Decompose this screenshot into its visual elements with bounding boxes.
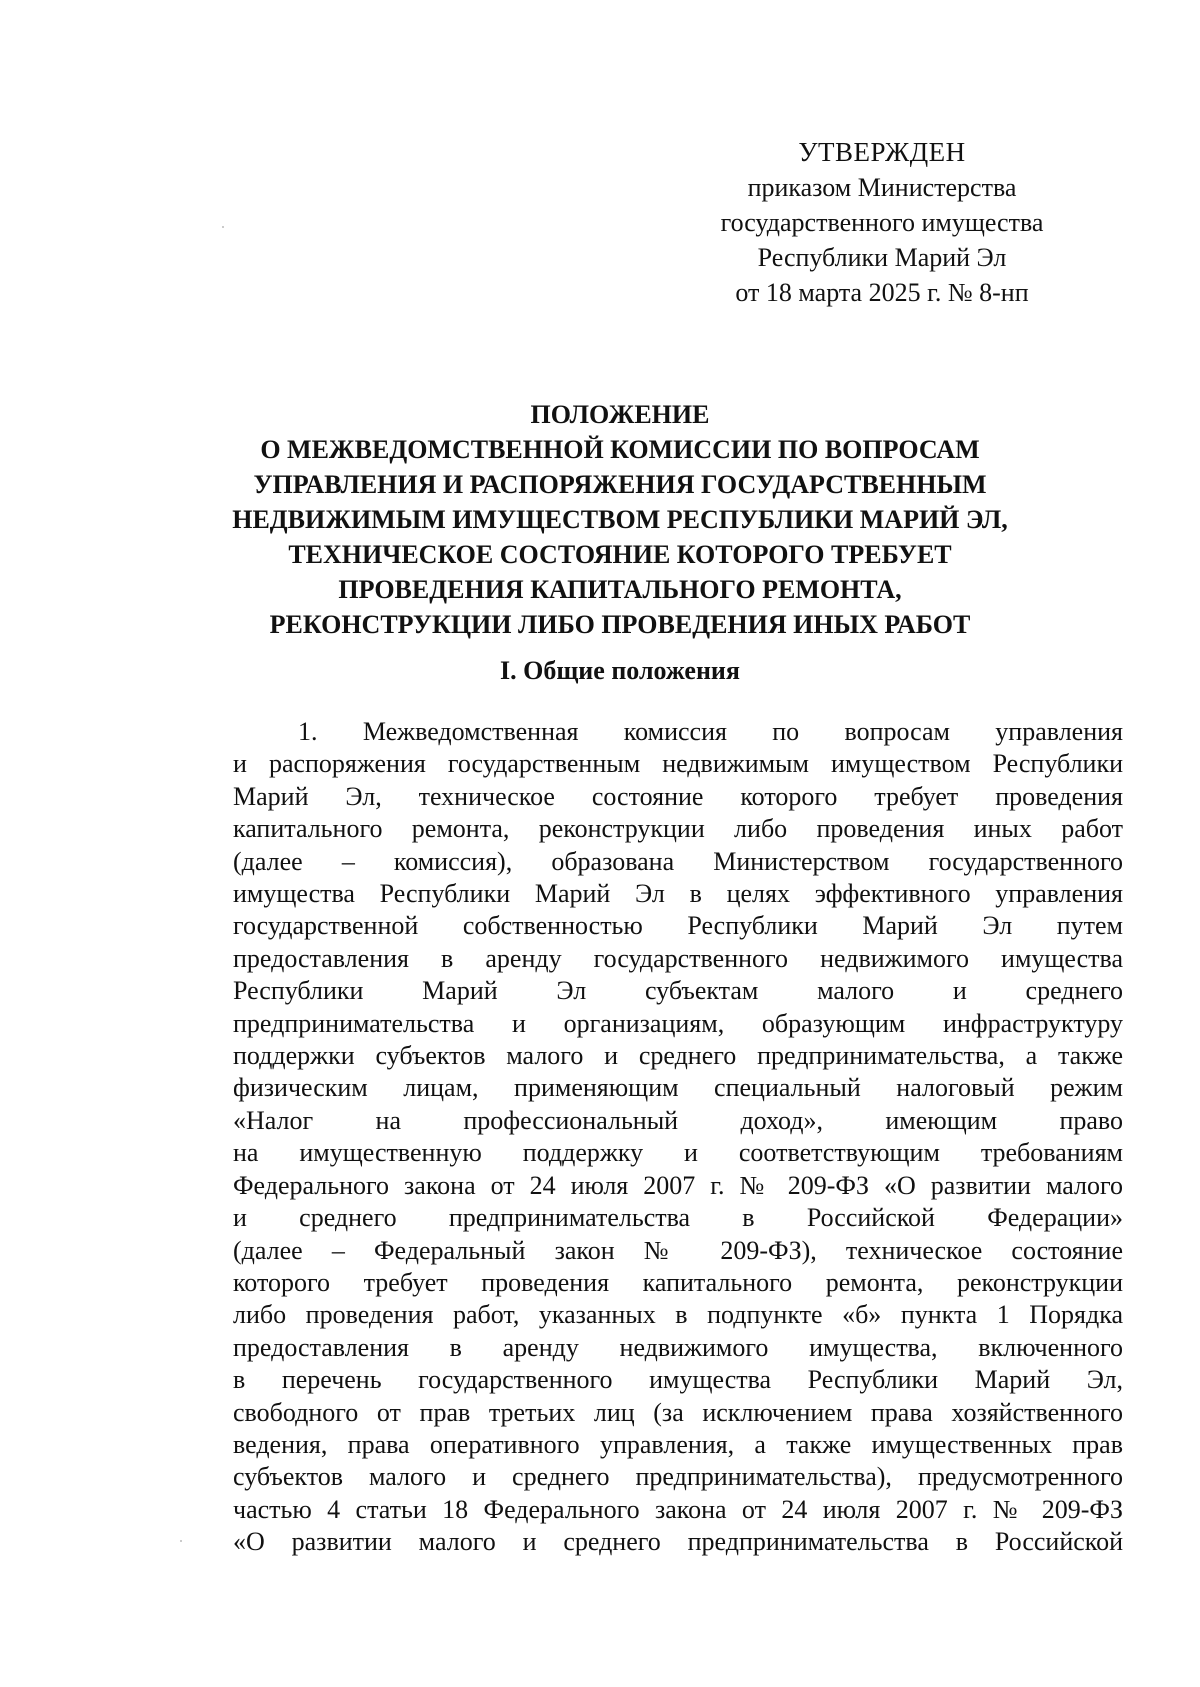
approval-line: Республики Марий Эл <box>757 243 1007 272</box>
scan-speck <box>180 1540 182 1542</box>
paragraph-line: свободного от прав третьих лиц (за исключением права хозяйственного <box>233 1397 1123 1427</box>
paragraph-line: либо проведения работ, указанных в подпункте «б» пункта 1 Порядка <box>233 1300 1123 1330</box>
paragraph-line: «Налог на профессиональный доход», имеющим право <box>233 1105 1123 1135</box>
paragraph-line: имущества Республики Марий Эл в целях эффективного управления <box>233 879 1123 909</box>
title-line: УПРАВЛЕНИЯ И РАСПОРЯЖЕНИЯ ГОСУДАРСТВЕННЫМ <box>253 470 987 499</box>
paragraph-line: «О развитии малого и среднего предпринимательства в Российской <box>233 1527 1123 1557</box>
paragraph-line: капитального ремонта, реконструкции либо проведения иных работ <box>233 814 1123 844</box>
approval-date-number: от 18 марта 2025 г. № 8-нп <box>735 278 1029 307</box>
paragraph-line: (далее – Федеральный закон № 209-ФЗ), техническое состояние <box>233 1235 1123 1265</box>
paragraph-line: субъектов малого и среднего предпринимательства), предусмотренного <box>233 1462 1123 1492</box>
document-title <box>150 397 1090 642</box>
approval-stamp-block <box>652 135 1112 310</box>
paragraph-line: Федерального закона от 24 июля 2007 г. № 209-ФЗ «О развитии малого <box>233 1170 1123 1200</box>
paragraph-line: (далее – комиссия), образована Министерством государственного <box>233 846 1123 876</box>
paragraph-line: ведения, права оперативного управления, а также имущественных прав <box>233 1429 1123 1459</box>
paragraph-line: физическим лицам, применяющим специальный налоговый режим <box>233 1073 1123 1103</box>
paragraph-line: и распоряжения государственным недвижимым имуществом Республики <box>233 749 1123 779</box>
title-line: РЕКОНСТРУКЦИИ ЛИБО ПРОВЕДЕНИЯ ИНЫХ РАБОТ <box>269 610 971 639</box>
paragraph-line: поддержки субъектов малого и среднего предпринимательства, а также <box>233 1041 1123 1071</box>
title-line: О МЕЖВЕДОМСТВЕННОЙ КОМИССИИ ПО ВОПРОСАМ <box>260 435 980 464</box>
paragraph-line: которого требует проведения капитального ремонта, реконструкции <box>233 1267 1123 1297</box>
title-line: ТЕХНИЧЕСКОЕ СОСТОЯНИЕ КОТОРОГО ТРЕБУЕТ <box>288 540 952 569</box>
paragraph-line: предпринимательства и организациям, образующим инфраструктуру <box>233 1008 1123 1038</box>
scan-speck <box>222 226 224 228</box>
paragraph-line: в перечень государственного имущества Республики Марий Эл, <box>233 1365 1123 1395</box>
paragraph-line: предоставления в аренду недвижимого имущества, включенного <box>233 1332 1123 1362</box>
section-heading: I. Общие положения <box>500 656 740 685</box>
paragraph-line: частью 4 статьи 18 Федерального закона от 24 июля 2007 г. № 209-ФЗ <box>233 1494 1123 1524</box>
paragraph-line: 1. Межведомственная комиссия по вопросам управления <box>298 717 1123 746</box>
paragraph-line: Республики Марий Эл субъектам малого и среднего <box>233 976 1123 1006</box>
paragraph-line: на имущественную поддержку и соответствующим требованиям <box>233 1138 1123 1168</box>
paragraph-line: предоставления в аренду государственного недвижимого имущества <box>233 943 1123 973</box>
paragraph-line: и среднего предпринимательства в Российской Федерации» <box>233 1203 1123 1233</box>
paragraph-line: Марий Эл, техническое состояние которого требует проведения <box>233 781 1123 811</box>
title-line: ПРОВЕДЕНИЯ КАПИТАЛЬНОГО РЕМОНТА, <box>338 575 902 604</box>
approval-line: государственного имущества <box>720 208 1044 237</box>
title-line: НЕДВИЖИМЫМ ИМУЩЕСТВОМ РЕСПУБЛИКИ МАРИЙ ЭЛ, <box>232 505 1008 534</box>
title-line: ПОЛОЖЕНИЕ <box>530 400 710 429</box>
approval-heading: УТВЕРЖДЕН <box>798 137 966 167</box>
approval-line: приказом Министерства <box>747 173 1017 202</box>
paragraph-line: государственной собственностью Республики Марий Эл путем <box>233 911 1123 941</box>
paragraph-1 <box>233 716 1123 1559</box>
